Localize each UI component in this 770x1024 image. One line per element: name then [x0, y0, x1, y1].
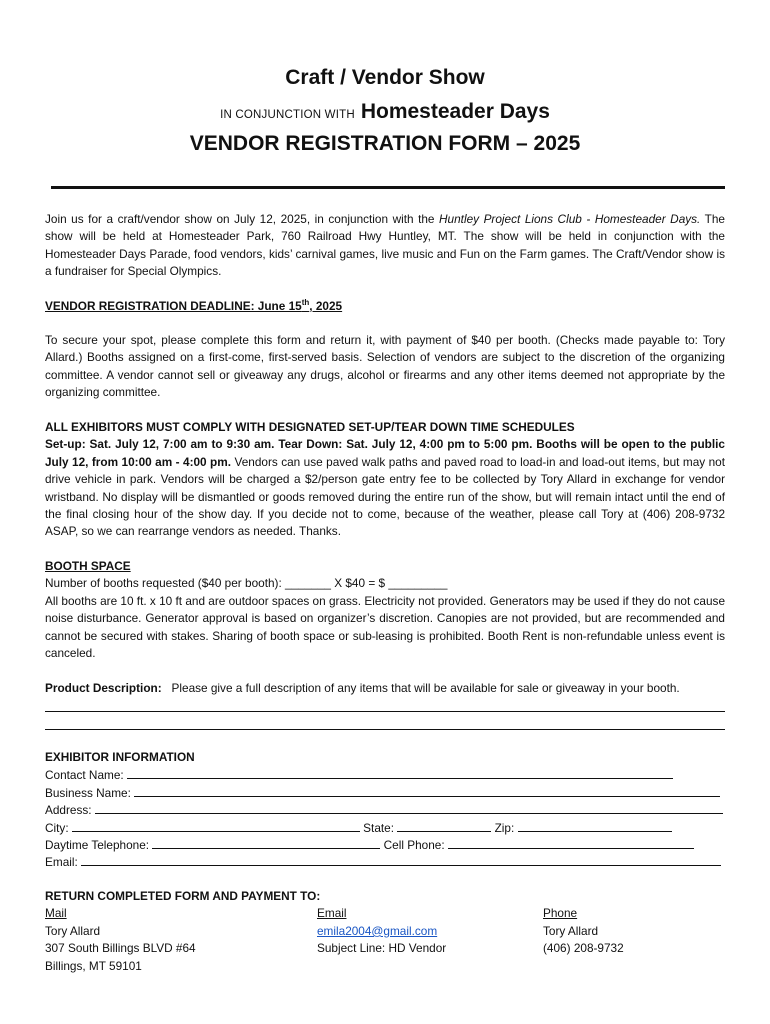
mail-label: Mail — [45, 906, 67, 921]
registration-deadline — [45, 298, 725, 315]
conjunction-prefix: IN CONJUNCTION WITH — [220, 109, 355, 121]
email-link[interactable]: emila2004@gmail.com — [317, 923, 438, 938]
product-description-label: Product Description: — [45, 681, 162, 695]
event-name: Homesteader Days — [360, 100, 550, 123]
contact-name-field[interactable] — [127, 766, 673, 779]
intro-text-before: Join us for a craft/vendor show on July 12, 2025, in conjunction with the — [45, 212, 440, 226]
deadline-prefix: VENDOR REGISTRATION DEADLINE: June 15 — [45, 299, 302, 313]
booth-space-section — [45, 558, 725, 662]
mail-name: Tory Allard — [45, 923, 101, 938]
email-contact-label: Email — [317, 906, 347, 921]
return-heading: RETURN COMPLETED FORM AND PAYMENT TO: — [45, 889, 321, 903]
phone-label: Phone — [543, 906, 578, 921]
intro-text-after: The show will be held at Homesteader Park, 760 Railroad Hwy Huntley, MT. The show will be held in conjunction with the Homesteader Days Parade, food vendors, kids’ carnival games, live music and Fun on the Farm games. The Craft/Vendor show is a fundraiser for Special Olympics. — [45, 212, 725, 279]
conjunction-line — [45, 100, 725, 124]
intro-organizer: Huntley Project Lions Club - Homesteader Days. — [439, 212, 701, 226]
business-name-row — [45, 784, 725, 801]
phone-name: Tory Allard — [543, 923, 599, 938]
business-name-label: Business Name: — [45, 785, 131, 800]
daytime-telephone-label: Daytime Telephone: — [45, 837, 150, 852]
daytime-telephone-field[interactable] — [152, 836, 380, 849]
address-row — [45, 801, 725, 818]
return-section — [45, 888, 725, 973]
zip-label: Zip: — [494, 820, 515, 835]
secure-spot-paragraph: To secure your spot, please complete this form and return it, with payment of $40 per booth. (Checks made payable to: Tory Allard.) Booths assigned on a first-come, first-served basis. Selection of vendors are subject to the discretion of the organizing committee. A vendor cannot sell or giveaway any drugs, alcohol or firearms and any other items deemed not appropriate by the organizing committee. — [45, 333, 725, 400]
schedule-times: Set-up: Sat. July 12, 7:00 am to 9:30 am. Tear Down: Sat. July 12, 4:00 pm to 5:00 pm. Booths will be open to the public July 12, from 10:00 am - 4:00 pm. — [45, 437, 725, 469]
email-label: Email: — [45, 855, 78, 870]
deadline-sup: th — [301, 298, 310, 307]
exhibitor-heading: EXHIBITOR INFORMATION — [45, 750, 195, 764]
email-row — [45, 853, 725, 870]
exhibitor-information-section — [45, 749, 725, 871]
schedule-details: Vendors can use paved walk paths and paved road to load-in and load-out items, but may not drive vehicle in park. Vendors will be charged a $2/person gate entry fee to be collected by Tory Allard in exchange for vendor wristband. No display will be dismantled or goods removed during the entire run of the show, but will remain intact until the end of the final closing hour of the show day. If you decide not to come, because of the weather, please call Tory at (406) 208-9732 ASAP, so we can rearrange vendors as needed. Thanks. — [45, 454, 725, 539]
show-title: Craft / Vendor Show — [285, 66, 485, 89]
deadline-suffix: , 2025 — [309, 299, 343, 313]
email-subject-line: Subject Line: HD Vendor — [317, 941, 447, 956]
zip-field[interactable] — [518, 819, 672, 832]
email-column — [317, 905, 446, 957]
telephone-row — [45, 836, 725, 853]
city-field[interactable] — [72, 819, 360, 832]
header-divider — [51, 186, 725, 189]
contact-name-label: Contact Name: — [45, 768, 124, 783]
schedule-paragraph — [45, 436, 725, 540]
booth-space-heading: BOOTH SPACE — [45, 559, 131, 573]
booth-count-field[interactable]: Number of booths requested ($40 per booth): _______ X $40 = $ _________ — [45, 576, 448, 591]
mail-street: 307 South Billings BLVD #64 — [45, 941, 196, 956]
phone-column — [543, 905, 624, 957]
cell-phone-label: Cell Phone: — [383, 837, 445, 852]
product-description-section — [45, 680, 725, 697]
city-label: City: — [45, 820, 69, 835]
mail-column — [45, 905, 196, 975]
intro-paragraph — [45, 211, 725, 281]
product-description-line-2[interactable] — [45, 729, 725, 730]
city-state-zip-row — [45, 819, 725, 836]
schedule-section — [45, 419, 725, 541]
address-label: Address: — [45, 803, 92, 818]
phone-number: (406) 208-9732 — [543, 941, 624, 956]
email-field[interactable] — [81, 853, 721, 866]
business-name-field[interactable] — [134, 784, 720, 797]
form-title: VENDOR REGISTRATION FORM – 2025 — [189, 132, 581, 155]
schedule-heading: ALL EXHIBITORS MUST COMPLY WITH DESIGNATED SET-UP/TEAR DOWN TIME SCHEDULES — [45, 420, 575, 434]
cell-phone-field[interactable] — [448, 836, 694, 849]
mail-city: Billings, MT 59101 — [45, 958, 142, 973]
address-field[interactable] — [95, 801, 723, 814]
contact-name-row — [45, 766, 725, 783]
booth-space-paragraph: All booths are 10 ft. x 10 ft and are outdoor spaces on grass. Electricity not provided. Generators may be used if they do not cause noise disturbance. Generator approval is based on organizer’s discretion. Canopies are not provided, but are recommended and cannot be secured with stakes. Sharing of booth space or sub-leasing is prohibited. Booth Rent is non-refundable unless event is canceled. — [45, 593, 726, 661]
product-description-line-1[interactable] — [45, 711, 725, 712]
state-field[interactable] — [397, 819, 491, 832]
product-description-text: Please give a full description of any items that will be available for sale or giveaway in your booth. — [171, 681, 680, 695]
state-label: State: — [363, 820, 394, 835]
